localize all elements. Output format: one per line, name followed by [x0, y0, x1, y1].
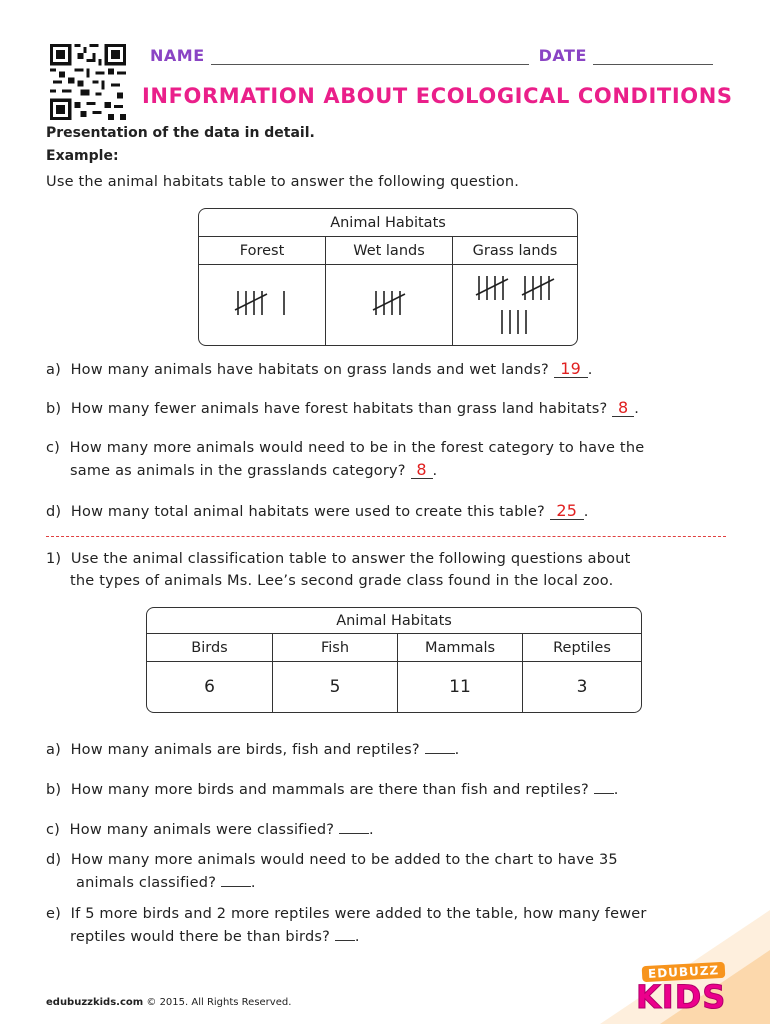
question-label: c) — [46, 822, 61, 838]
table-title: Animal Habitats — [147, 608, 641, 634]
question-label: b) — [46, 782, 62, 798]
name-field[interactable] — [211, 50, 529, 65]
exercise-question-d-cont — [76, 874, 256, 891]
question-text: animals classified? — [76, 875, 217, 891]
period: . — [250, 875, 256, 891]
question-label: d) — [46, 504, 62, 520]
answer-field[interactable]: 25 — [550, 503, 584, 520]
answer-field[interactable]: 8 — [411, 462, 433, 479]
example-question-c-cont — [70, 462, 437, 479]
tally-marks — [460, 273, 570, 337]
footer-rights: 2015. All Rights Reserved. — [159, 997, 292, 1008]
question-text: If 5 more birds and 2 more reptiles were added to the table, how many fewer — [70, 906, 647, 922]
tally-marks — [207, 288, 317, 318]
answer-field[interactable] — [594, 781, 614, 794]
answer-field[interactable] — [339, 821, 369, 834]
tally-group — [280, 288, 290, 318]
example-question-b — [46, 400, 639, 417]
exercise-question-d — [46, 852, 618, 868]
tally-group — [372, 288, 406, 318]
tally-marks — [334, 288, 444, 318]
copyright-icon: © — [146, 997, 157, 1008]
period: . — [354, 929, 360, 945]
classification-table — [146, 607, 642, 713]
question-label: d) — [46, 852, 62, 868]
instruction-text: Use the animal classification table to answer the following questions about — [70, 551, 631, 567]
column-header: Mammals — [398, 634, 523, 662]
intro-heading: Presentation of the data in detail. — [46, 125, 315, 141]
question-text: How many animals were classified? — [69, 822, 335, 838]
tally-group — [475, 273, 509, 303]
table-cell: 3 — [576, 677, 588, 697]
question-text: How many animals have habitats on grass lands and wet lands? — [70, 362, 549, 378]
footer — [46, 997, 291, 1008]
tally-group — [234, 288, 268, 318]
period: . — [432, 463, 438, 479]
question-text: How many more birds and mammals are there than fish and reptiles? — [70, 782, 589, 798]
qr-code-icon — [48, 44, 128, 120]
answer-field[interactable] — [425, 741, 455, 754]
column-header: Grass lands — [453, 237, 577, 265]
exercise-question-e — [46, 906, 647, 922]
column-header: Wet lands — [326, 237, 453, 265]
question-text: How many animals are birds, fish and reptiles? — [70, 742, 420, 758]
period: . — [587, 362, 593, 378]
example-habitat-table — [198, 208, 578, 346]
exercise-number: 1) — [46, 551, 62, 567]
question-text: reptiles would there be than birds? — [70, 929, 331, 945]
example-question-a — [46, 361, 593, 378]
name-label: NAME — [150, 46, 205, 65]
name-date-row — [150, 46, 713, 65]
answer-field[interactable] — [221, 874, 251, 887]
period: . — [613, 782, 619, 798]
question-label: c) — [46, 440, 61, 456]
question-text: How many more animals would need to be in the forest category to have the — [69, 440, 645, 456]
tally-cell-forest — [199, 265, 326, 345]
table-cell: 6 — [147, 662, 273, 712]
question-label: e) — [46, 906, 61, 922]
answer-field[interactable] — [335, 928, 355, 941]
footer-site: edubuzzkids.com — [46, 997, 144, 1008]
question-label: b) — [46, 401, 62, 417]
tally-cell-wetlands — [326, 265, 453, 345]
exercise-instruction-cont: the types of animals Ms. Lee’s second grade class found in the local zoo. — [70, 573, 614, 589]
exercise-question-a — [46, 741, 459, 758]
logo-bottom-text: KIDS — [636, 978, 727, 1016]
answer-field[interactable]: 19 — [554, 361, 588, 378]
logo-top-text: EDUBUZZ — [642, 962, 726, 982]
table-cell: 5 — [273, 662, 398, 712]
question-text: How many total animal habitats were used to create this table? — [70, 504, 545, 520]
table-cell: 11 — [398, 662, 523, 712]
date-label: DATE — [538, 46, 587, 65]
column-header: Fish — [273, 634, 398, 662]
column-header: Forest — [199, 237, 326, 265]
page-title: INFORMATION ABOUT ECOLOGICAL CONDITIONS — [142, 84, 733, 108]
question-text: How many fewer animals have forest habitats than grass land habitats? — [70, 401, 608, 417]
edubuzz-kids-logo — [628, 962, 748, 1018]
section-divider — [46, 536, 726, 537]
tally-cell-grasslands — [453, 265, 577, 345]
tally-group — [521, 273, 555, 303]
exercise-question-c — [46, 821, 374, 838]
period: . — [634, 401, 639, 417]
table-title: Animal Habitats — [199, 209, 577, 237]
question-label: a) — [46, 742, 61, 758]
column-header: Reptiles — [523, 634, 641, 662]
answer-field[interactable]: 8 — [612, 400, 634, 417]
period: . — [454, 742, 460, 758]
tally-group — [498, 307, 532, 337]
question-text: How many more animals would need to be added to the chart to have 35 — [70, 852, 618, 868]
column-header: Birds — [147, 634, 273, 662]
exercise-instruction — [46, 551, 631, 567]
example-instruction: Use the animal habitats table to answer the following question. — [46, 174, 520, 190]
example-question-c — [46, 440, 644, 456]
question-label: a) — [46, 362, 61, 378]
period: . — [368, 822, 374, 838]
exercise-question-b — [46, 781, 619, 798]
example-question-d — [46, 503, 589, 520]
question-text: same as animals in the grasslands category? — [70, 463, 406, 479]
period: . — [583, 504, 589, 520]
example-heading: Example: — [46, 148, 119, 164]
date-field[interactable] — [593, 50, 713, 65]
exercise-question-e-cont — [70, 928, 360, 945]
